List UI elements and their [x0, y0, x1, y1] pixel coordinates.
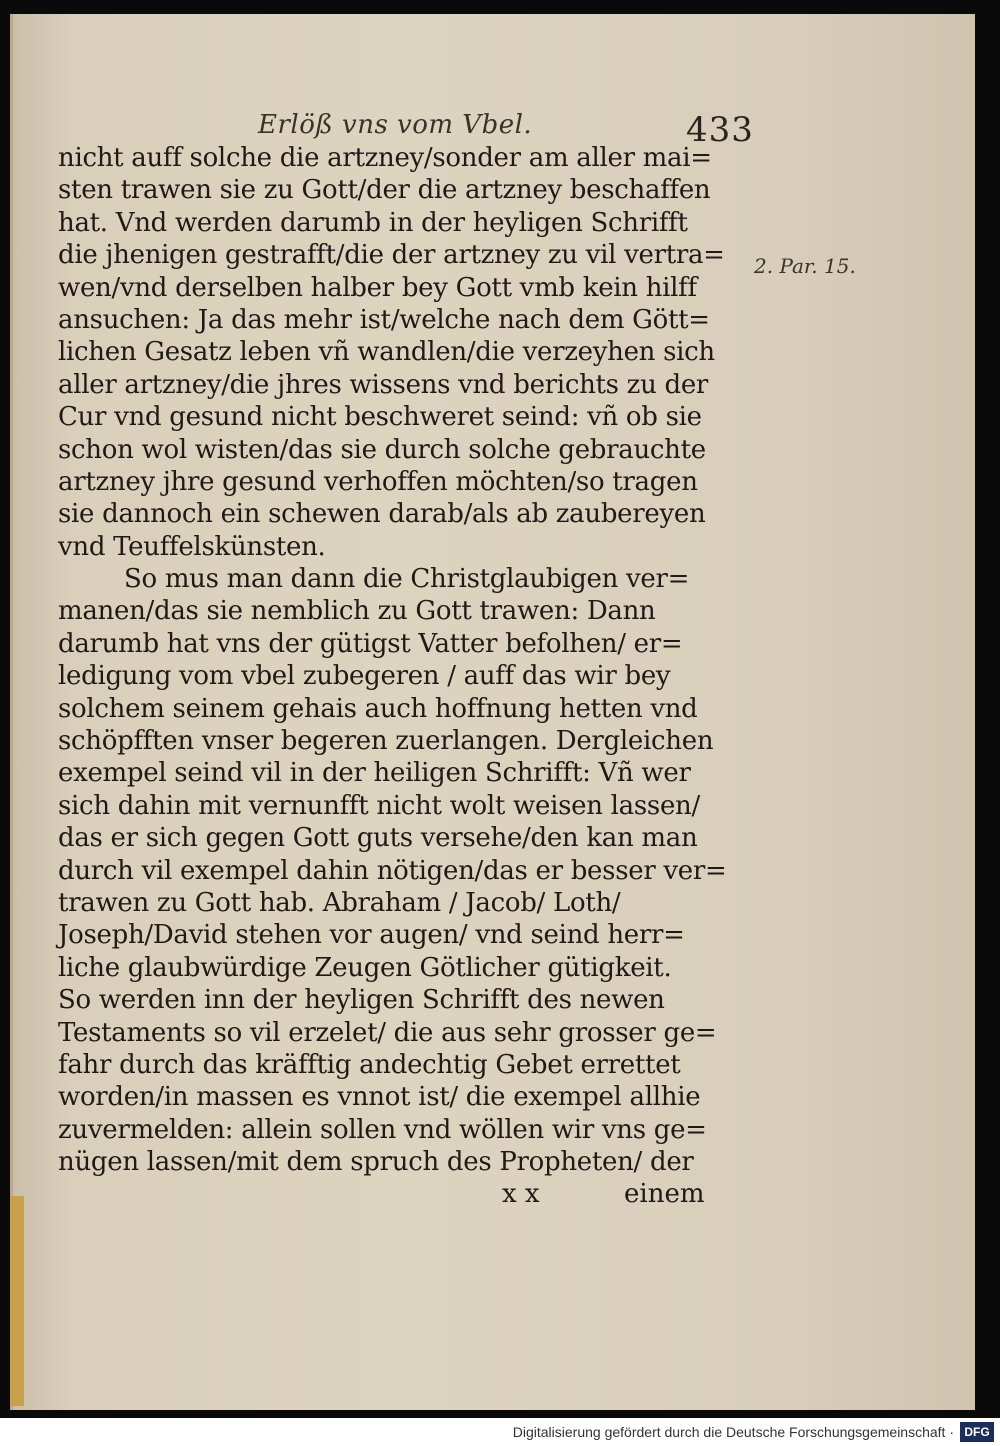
text-line: worden/in massen es vnnot ist/ die exempel allhie	[58, 1082, 701, 1113]
catchword-row	[58, 1179, 748, 1215]
text-line: sten trawen sie zu Gott/der die artzney beschaffen	[58, 175, 711, 206]
text-line: liche glaubwürdige Zeugen Götlicher gütigkeit.	[58, 952, 672, 983]
text-line: schon wol wisten/das sie durch solche gebrauchte	[58, 434, 706, 465]
text-line: das er sich gegen Gott guts versehe/den kan man	[58, 823, 698, 854]
page-number: 433	[686, 110, 754, 150]
signature-mark: x x	[502, 1178, 540, 1209]
text-line: So werden inn der heyligen Schrifft des newen	[58, 985, 665, 1016]
text-line: trawen zu Gott hab. Abraham / Jacob/ Loth/	[58, 887, 621, 918]
text-line: hat. Vnd werden darumb in der heyligen Schrifft	[58, 207, 688, 238]
footer-bar	[0, 1418, 1000, 1446]
text-line: exempel seind vil in der heiligen Schrifft: Vñ wer	[58, 758, 691, 789]
text-line: sich dahin mit vernunfft nicht wolt weisen lassen/	[58, 790, 700, 821]
text-line: ansuchen: Ja das mehr ist/welche nach dem Gött=	[58, 304, 710, 335]
text-line: wen/vnd derselben halber bey Gott vmb kein hilff	[58, 272, 697, 303]
text-line: durch vil exempel dahin nötigen/das er besser ver=	[58, 855, 727, 886]
text-line: Cur vnd gesund nicht beschweret seind: vñ ob sie	[58, 402, 702, 433]
text-line: nicht auff solche die artzney/sonder am aller mai=	[58, 143, 712, 173]
text-line-paragraph-start: So mus man dann die Christglaubigen ver=	[124, 564, 690, 595]
text-line: sie dannoch ein schewen darab/als ab zaubereyen	[58, 499, 706, 530]
text-line: Testaments so vil erzelet/ die aus sehr grosser ge=	[58, 1017, 717, 1048]
text-line: manen/das sie nemblich zu Gott trawen: Dann	[58, 596, 656, 627]
binding-edge	[10, 1196, 24, 1406]
text-line: fahr durch das kräfftig andechtig Gebet errettet	[58, 1049, 681, 1080]
text-line: artzney jhre gesund verhoffen möchten/so tragen	[58, 466, 698, 497]
text-line: aller artzney/die jhres wissens vnd berichts zu der	[58, 369, 709, 400]
body-text	[58, 142, 748, 1215]
text-line: nügen lassen/mit dem spruch des Propheten/ der	[58, 1147, 694, 1178]
catchword: einem	[624, 1178, 705, 1209]
text-line: darumb hat vns der gütigst Vatter befolhen/ er=	[58, 628, 683, 659]
text-line: vnd Teuffelskünsten.	[58, 531, 326, 562]
text-line: Joseph/David stehen vor augen/ vnd seind herr=	[58, 920, 685, 951]
text-line: schöpfften vnser begeren zuerlangen. Dergleichen	[58, 726, 714, 757]
text-line: ledigung vom vbel zubegeren / auff das wir bey	[58, 661, 671, 692]
text-line: solchem seinem gehais auch hoffnung hetten vnd	[58, 693, 698, 724]
funding-credit: Digitalisierung gefördert durch die Deutsche Forschungsgemeinschaft ·	[512, 1424, 954, 1440]
running-title: Erlöß vns vom Vbel.	[258, 110, 533, 140]
text-line: die jhenigen gestrafft/die der artzney zu vil vertra=	[58, 240, 725, 271]
dfg-logo: DFG	[960, 1422, 994, 1442]
text-line: zuvermelden: allein sollen vnd wöllen wir vns ge=	[58, 1114, 707, 1145]
text-line: lichen Gesatz leben vñ wandlen/die verzeyhen sich	[58, 337, 715, 368]
margin-note: 2. Par. 15.	[754, 254, 856, 278]
